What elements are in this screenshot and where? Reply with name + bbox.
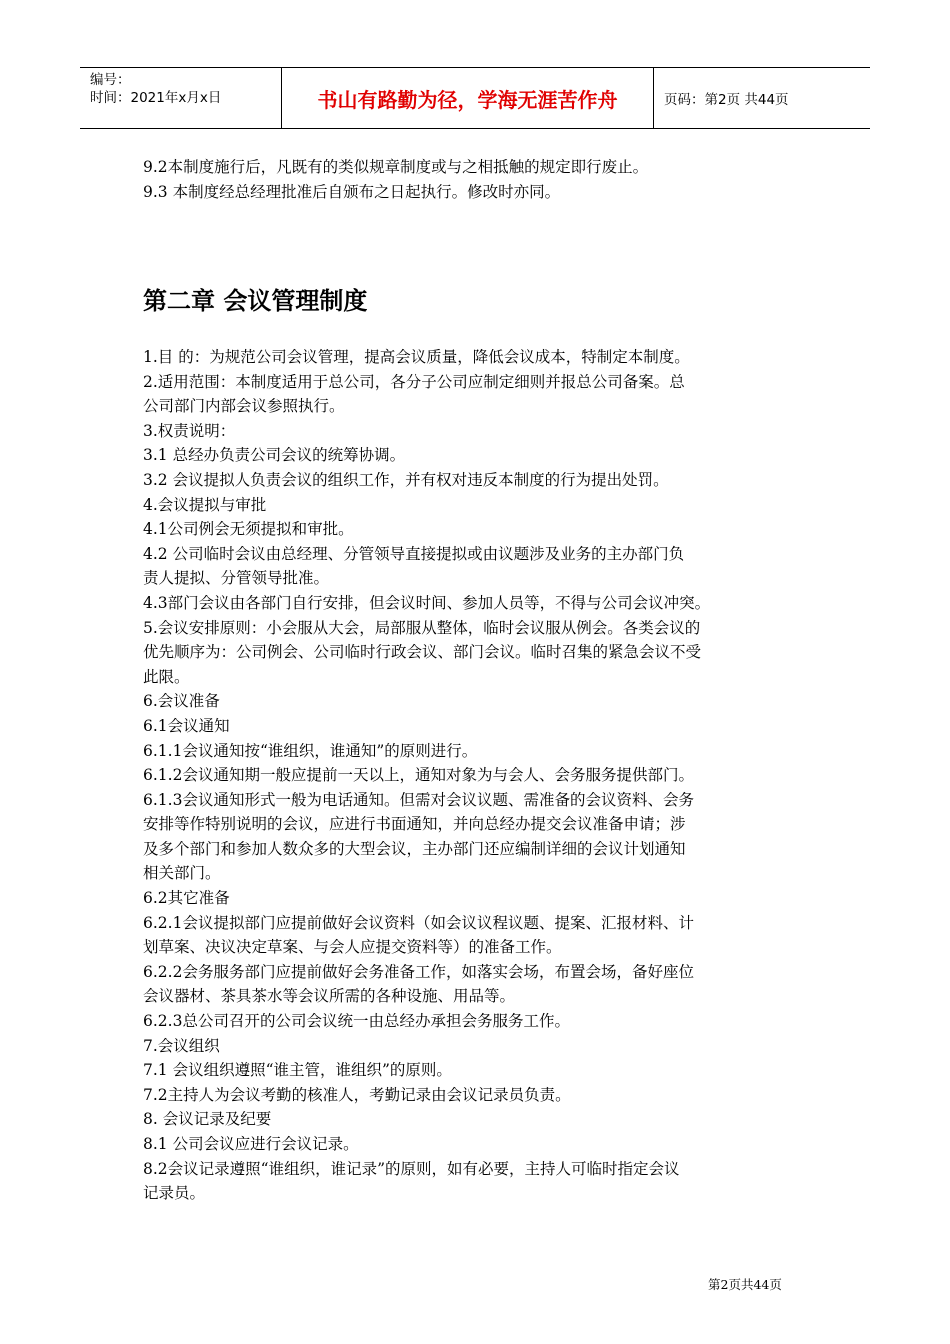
body-line: 3.权责说明： xyxy=(143,421,236,440)
body-line: 2.适用范围：本制度适用于总公司，各分子公司应制定细则并报总公司备案。总 xyxy=(143,372,685,391)
body-line: 7.2主持人为会议考勤的核准人，考勤记录由会议记录员负责。 xyxy=(143,1085,571,1104)
body-line: 4.3部门会议由各部门自行安排，但会议时间、参加人员等，不得与公司会议冲突。 xyxy=(143,593,711,612)
body-line: 记录员。 xyxy=(143,1184,206,1203)
body-line: 4.2 公司临时会议由总经理、分管领导直接提拟或由议题涉及业务的主办部门负 xyxy=(143,544,685,563)
time-label: 时间：2021年x月x日 xyxy=(90,90,222,106)
body-line: 3.2 会议提拟人负责会议的组织工作，并有权对违反本制度的行为提出处罚。 xyxy=(143,470,669,489)
body-line: 优先顺序为：公司例会、公司临时行政会议、部门会议。临时召集的紧急会议不受 xyxy=(143,643,702,662)
body-line: 8.1 公司会议应进行会议记录。 xyxy=(143,1135,359,1153)
body-line: 相关部门。 xyxy=(143,864,221,883)
body-line: 责人提拟、分管领导批准。 xyxy=(143,569,330,588)
intro-section xyxy=(143,155,815,204)
body-line: 公司部门内部会议参照执行。 xyxy=(143,397,345,416)
body-line: 6.会议准备 xyxy=(143,692,220,711)
page-footer: 第2页共44页 xyxy=(708,1277,782,1292)
body-line: 6.2其它准备 xyxy=(143,889,230,908)
body-line: 1.目 的：为规范公司会议管理，提高会议质量，降低会议成本，特制定本制度。 xyxy=(143,348,690,366)
body-line: 7.1 会议组织遵照“谁主管，谁组织”的原则。 xyxy=(143,1061,452,1080)
body-line: 4.1公司例会无须提拟和审批。 xyxy=(143,520,354,539)
body-line: 5.会议安排原则：小会服从大会，局部服从整体，临时会议服从例会。各类会议的 xyxy=(143,618,701,637)
body-line: 及多个部门和参加人数众多的大型会议，主办部门还应编制详细的会议计划通知 xyxy=(143,839,686,858)
body-line: 3.1 总经办负责公司会议的统筹协调。 xyxy=(143,446,406,465)
body-line: 划草案、决议决定草案、与会人应提交资料等）的准备工作。 xyxy=(143,938,562,957)
header-page-label: 页码：第2页 共44页 xyxy=(664,92,789,108)
body-line: 6.1.1会议通知按“谁组织，谁通知”的原则进行。 xyxy=(143,741,478,760)
body-line: 会议器材、茶具茶水等会议所需的各种设施、用品等。 xyxy=(143,987,516,1006)
body-line: 6.1.2会议通知期一般应提前一天以上，通知对象为与会人、会务服务提供部门。 xyxy=(143,766,694,785)
body-line: 8. 会议记录及纪要 xyxy=(143,1110,272,1129)
intro-line: 9.3 本制度经总经理批准后自颁布之日起执行。修改时亦同。 xyxy=(143,182,561,201)
header-info-cell xyxy=(80,68,282,128)
body-line: 6.1会议通知 xyxy=(143,716,230,735)
header-motto: 书山有路勤为径，学海无涯苦作舟 xyxy=(282,68,654,128)
body-line: 6.2.3总公司召开的公司会议统一由总经办承担会务服务工作。 xyxy=(143,1012,570,1031)
body-line: 4.会议提拟与审批 xyxy=(143,495,267,514)
page-header xyxy=(80,67,870,129)
body-line: 6.2.1会议提拟部门应提前做好会议资料（如会议议程议题、提案、汇报材料、计 xyxy=(143,913,694,932)
number-label: 编号： xyxy=(90,72,131,88)
body-line: 此限。 xyxy=(143,667,190,686)
chapter-title: 第二章 会议管理制度 xyxy=(143,287,368,315)
body-text xyxy=(143,345,815,1206)
body-line: 7.会议组织 xyxy=(143,1036,220,1055)
body-line: 6.1.3会议通知形式一般为电话通知。但需对会议议题、需准备的会议资料、会务 xyxy=(143,790,694,809)
intro-line: 9.2本制度施行后，凡既有的类似规章制度或与之相抵触的规定即行废止。 xyxy=(143,158,649,176)
body-line: 8.2会议记录遵照“谁组织，谁记录”的原则，如有必要，主持人可临时指定会议 xyxy=(143,1159,680,1178)
body-line: 6.2.2会务服务部门应提前做好会务准备工作，如落实会场，布置会场，备好座位 xyxy=(143,962,694,981)
body-line: 安排等作特别说明的会议，应进行书面通知，并向总经办提交会议准备申请；涉 xyxy=(143,815,686,834)
